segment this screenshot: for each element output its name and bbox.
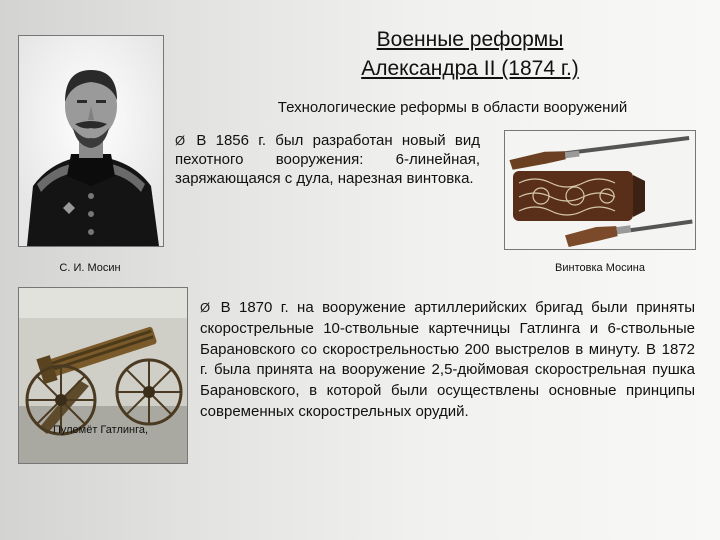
gatling-gun-image xyxy=(19,288,187,463)
bullet-arrow-icon: Ø xyxy=(175,133,186,148)
paragraph-rifle-1856-text: В 1856 г. был разработан новый вид пехотного вооружения: 6-линейная, заряжающаяся с дула, нарезная винтовка. xyxy=(175,132,480,187)
bullet-arrow-icon: Ø xyxy=(200,300,211,315)
paragraph-rifle-1856 xyxy=(175,131,480,188)
mosin-portrait-photo xyxy=(18,35,164,247)
gatling-gun-photo xyxy=(18,287,188,464)
mosin-rifle-photo xyxy=(504,130,696,250)
rifle-photo-caption: Винтовка Мосина xyxy=(555,262,645,274)
slide-title-line-1: Военные реформы xyxy=(376,28,564,51)
mosin-photo-caption: С. И. Мосин xyxy=(59,262,121,274)
paragraph-artillery-1870-text: В 1870 г. на вооружение артиллерийских бригад были приняты скорострельные 10-ствольные картечницы Гатлинга и 6-ствольные Барановского со скорострельностью 200 выстрелов в минуту. В 1872 г. была принята на вооружение 2,5-дюймовая скорострельная пушка Барановского, в которой были осуществлены основные принципы современных скорострельных орудий. xyxy=(200,299,695,420)
slide-title-line-2: Александра II (1874 г.) xyxy=(361,57,579,80)
slide-subtitle: Технологические реформы в области вооружений xyxy=(277,99,628,116)
mosin-portrait-image xyxy=(19,36,163,246)
gatling-photo-caption: Пулемёт Гатлинга, xyxy=(52,424,149,436)
rifle-image xyxy=(505,131,695,249)
paragraph-artillery-1870 xyxy=(200,298,695,423)
